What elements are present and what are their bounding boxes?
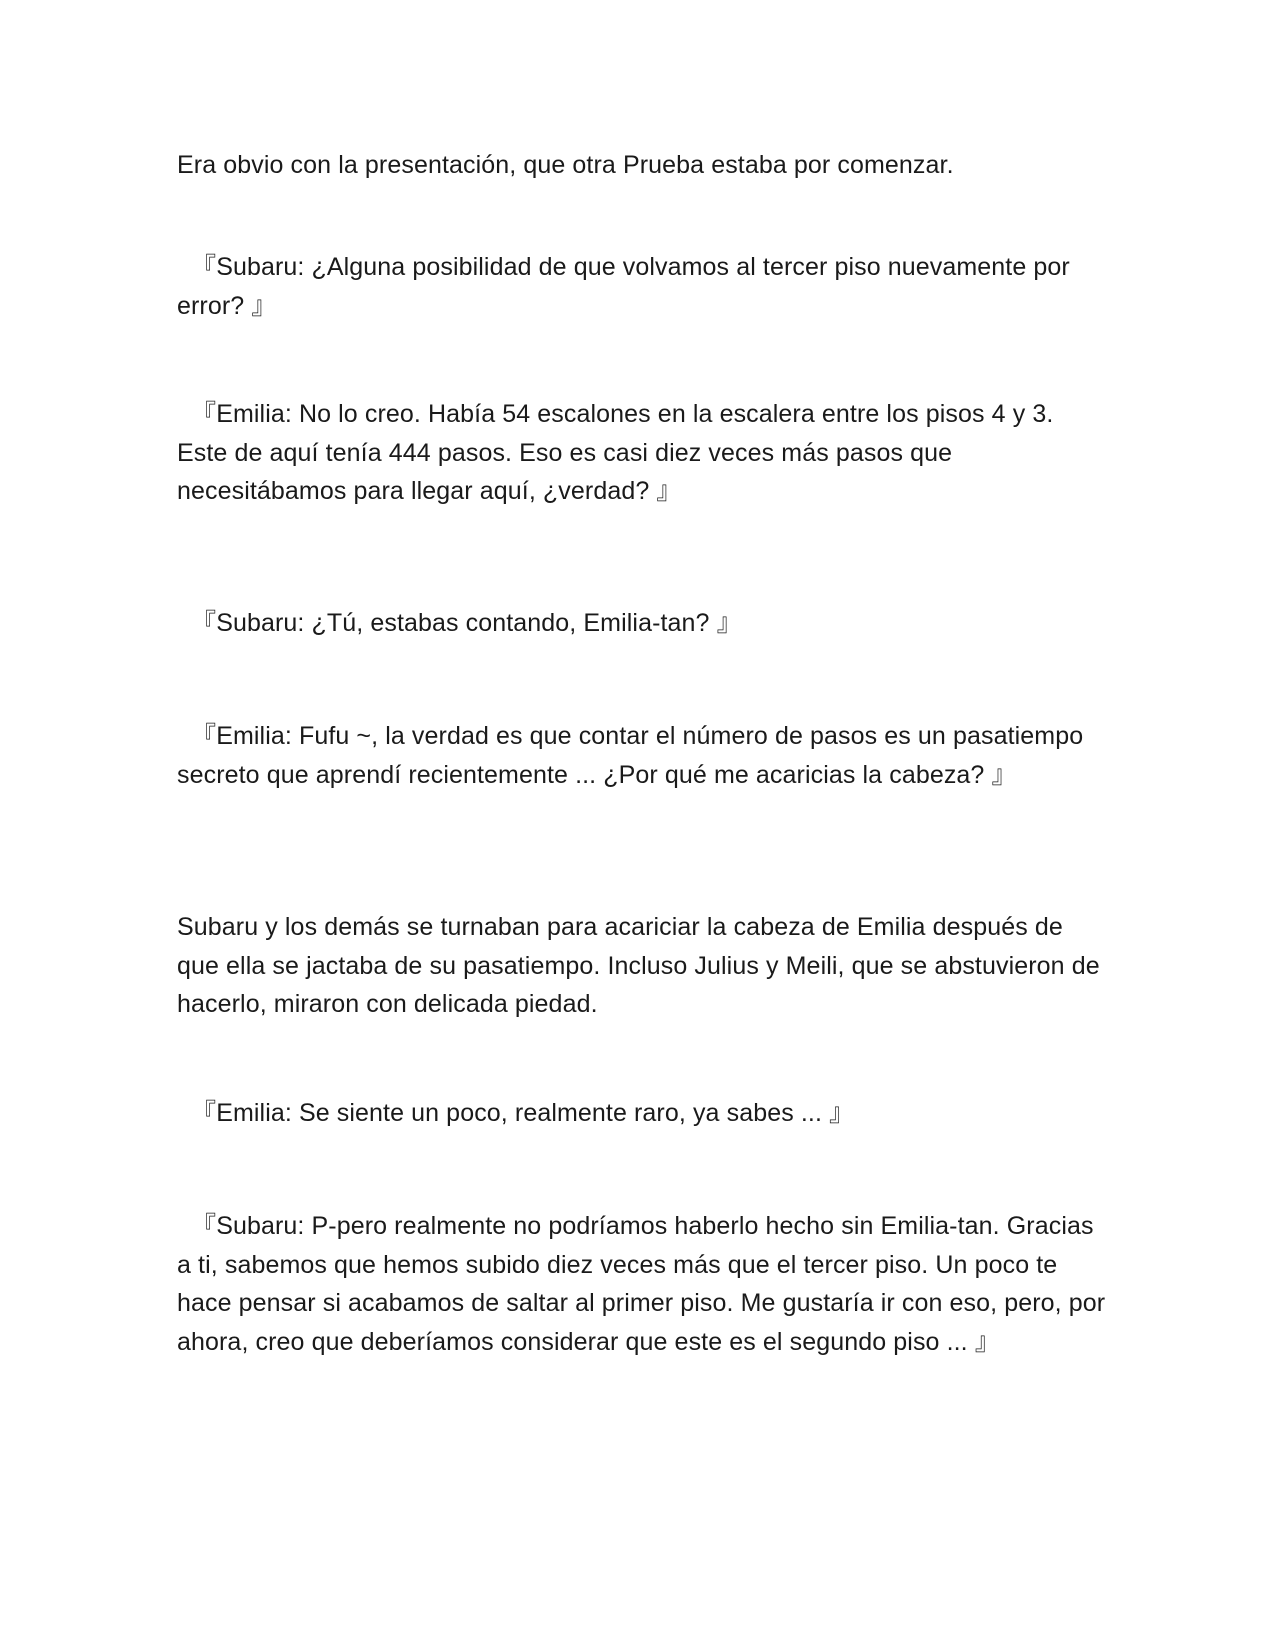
paragraph-dialogue-emilia-2: 『Emilia: Fufu ~, la verdad es que contar el número de pasos es un pasatiempo secreto que aprendí recientemente ... ¿Por qué me acaricias la cabeza? 』 xyxy=(177,722,1084,789)
paragraph-narration-1: Era obvio con la presentación, que otra Prueba estaba por comenzar. xyxy=(177,151,954,179)
paragraph-dialogue-subaru-3: 『Subaru: P-pero realmente no podríamos haberlo hecho sin Emilia-tan. Gracias a ti, sabemos que hemos subido diez veces más que el tercer piso. Un poco te hace pensar si acabamos de saltar al primer piso. Me gustaría ir con eso, pero, por ahora, creo que deberíamos considerar que este es el segundo piso ... 』 xyxy=(177,1212,1106,1356)
paragraph-narration-2: Subaru y los demás se turnaban para acariciar la cabeza de Emilia después de que ella se jactaba de su pasatiempo. Incluso Julius y Meili, que se abstuvieron de hacerlo, miraron con delicada piedad. xyxy=(177,913,1100,1018)
paragraph-dialogue-emilia-1: 『Emilia: No lo creo. Había 54 escalones en la escalera entre los pisos 4 y 3. Este de aquí tenía 444 pasos. Eso es casi diez veces más pasos que necesitábamos para llegar aquí, ¿verdad? 』 xyxy=(177,400,1054,505)
paragraph-dialogue-subaru-2: 『Subaru: ¿Tú, estabas contando, Emilia-tan? 』 xyxy=(177,609,742,637)
paragraph-dialogue-subaru-1: 『Subaru: ¿Alguna posibilidad de que volvamos al tercer piso nuevamente por error? 』 xyxy=(177,253,1070,320)
paragraph-dialogue-emilia-3: 『Emilia: Se siente un poco, realmente raro, ya sabes ... 』 xyxy=(177,1099,855,1127)
